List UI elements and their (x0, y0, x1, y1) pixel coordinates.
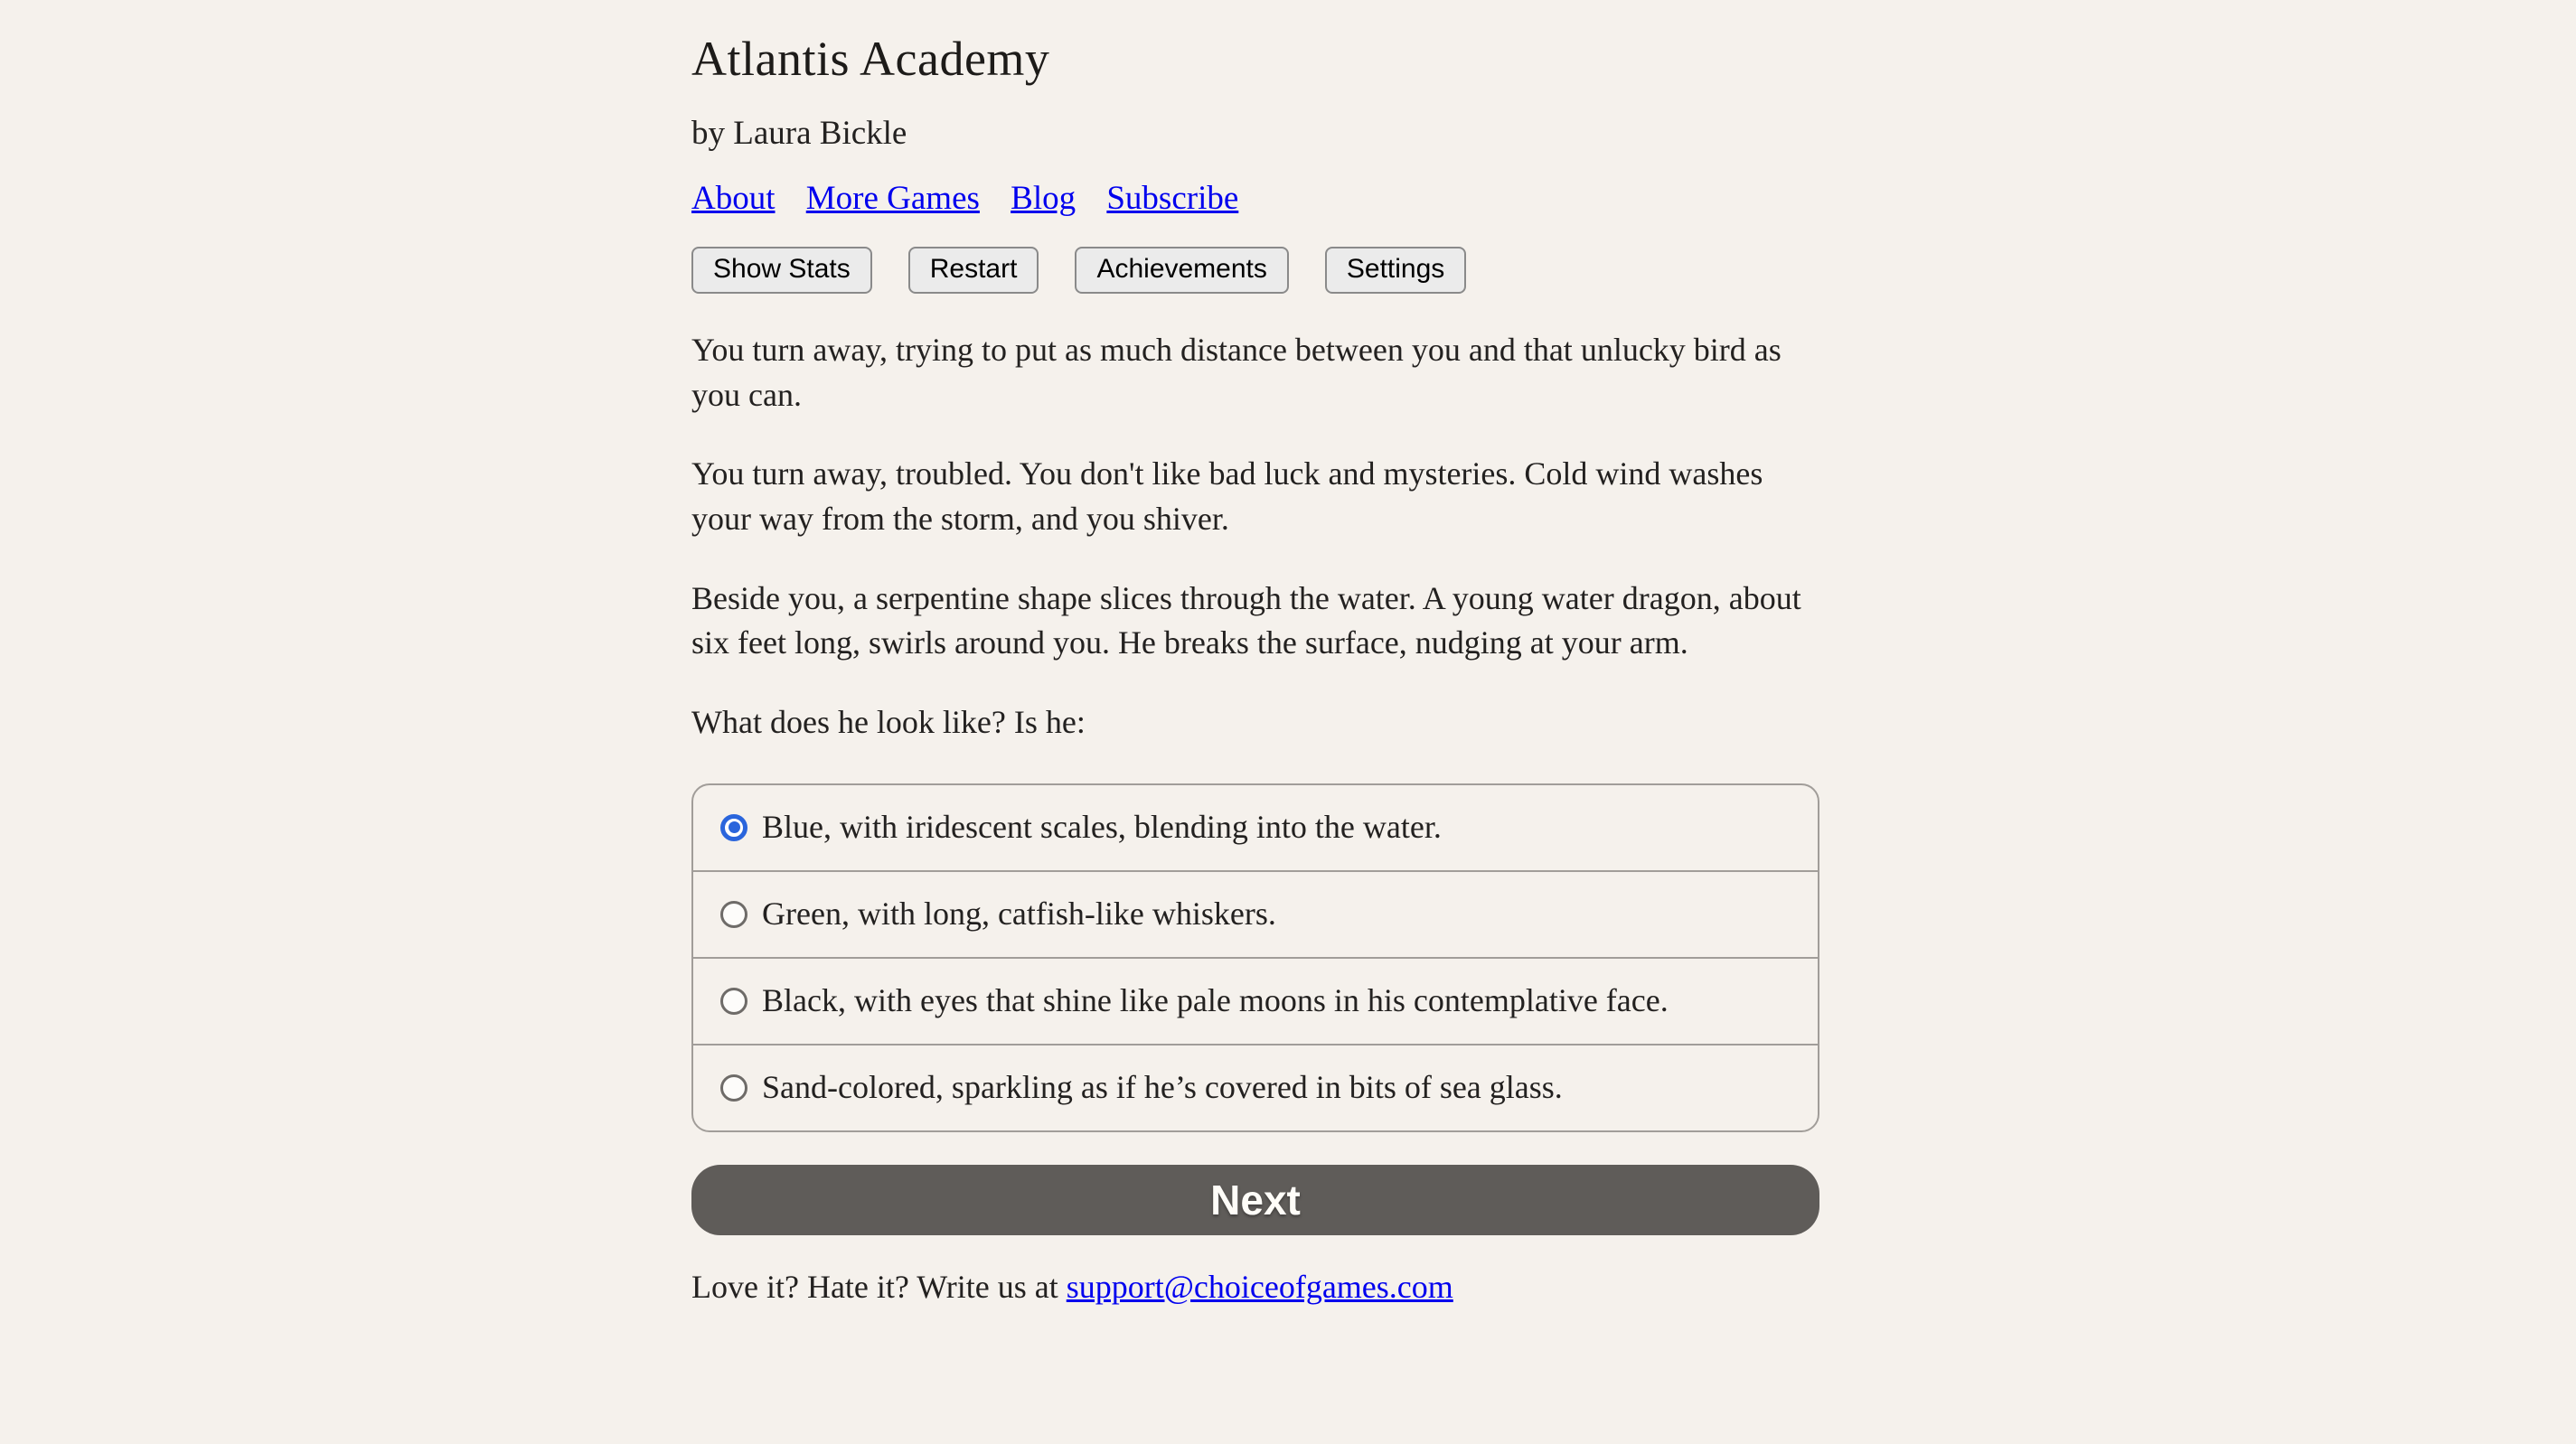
show-stats-button[interactable]: Show Stats (691, 247, 872, 294)
nav-link-blog[interactable]: Blog (1011, 180, 1076, 218)
choice-option-label: Green, with long, catfish-like whiskers. (762, 895, 1276, 933)
footer-text: Love it? Hate it? Write us at (691, 1268, 1067, 1305)
choice-option-label: Sand-colored, sparkling as if he’s covered in bits of sea glass. (762, 1069, 1563, 1106)
achievements-button[interactable]: Achievements (1075, 247, 1288, 294)
radio-button-icon[interactable] (720, 901, 747, 928)
footer-note (691, 1266, 1819, 1308)
story-paragraph: Beside you, a serpentine shape slices through the water. A young water dragon, about six feet long, swirls around you. He breaks the surface, nudging at your arm. (691, 579, 1801, 661)
choice-option[interactable] (693, 870, 1818, 957)
story-paragraph: You turn away, trying to put as much distance between you and that unlucky bird as you can. (691, 331, 1782, 413)
nav-links (691, 179, 1819, 219)
nav-link-subscribe[interactable]: Subscribe (1106, 180, 1239, 218)
game-title: Atlantis Academy (691, 32, 1050, 86)
byline: by Laura Bickle (691, 115, 907, 153)
nav-link-about[interactable]: About (691, 180, 776, 218)
story-paragraph: You turn away, troubled. You don't like bad luck and mysteries. Cold wind washes your way from the storm, and you shiver. (691, 455, 1763, 537)
toolbar (691, 247, 1819, 294)
choice-option[interactable] (693, 1044, 1818, 1130)
settings-button[interactable]: Settings (1325, 247, 1466, 294)
choice-group (691, 783, 1819, 1132)
choice-option-label: Blue, with iridescent scales, blending into the water. (762, 809, 1442, 846)
choice-option[interactable] (693, 785, 1818, 870)
next-button[interactable]: Next (691, 1165, 1819, 1235)
radio-button-icon[interactable] (720, 1074, 747, 1102)
story-text (691, 328, 1819, 745)
radio-button-icon[interactable] (720, 814, 747, 841)
choice-option-label: Black, with eyes that shine like pale moons in his contemplative face. (762, 982, 1669, 1019)
radio-button-icon[interactable] (720, 988, 747, 1015)
story-question: What does he look like? Is he: (691, 703, 1086, 740)
choice-option[interactable] (693, 957, 1818, 1044)
support-email-link[interactable]: support@choiceofgames.com (1066, 1268, 1453, 1305)
nav-link-more-games[interactable]: More Games (805, 180, 980, 218)
restart-button[interactable]: Restart (908, 247, 1039, 294)
story-column (691, 0, 1819, 1308)
